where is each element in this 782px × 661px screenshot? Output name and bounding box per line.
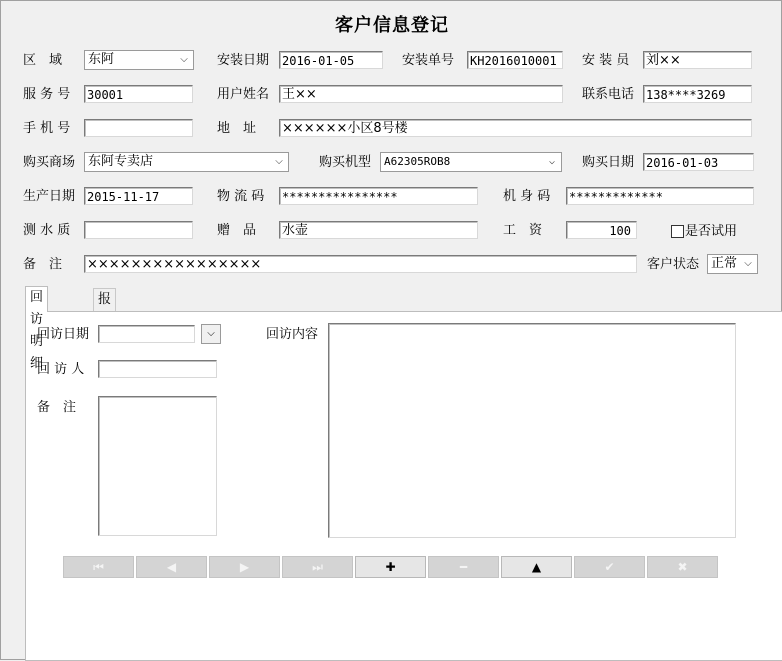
user-name-field[interactable]: 王×× <box>279 85 563 103</box>
model-label: 购买机型 <box>319 155 372 170</box>
next-record-button[interactable] <box>209 556 280 578</box>
visit-content-textarea[interactable] <box>328 323 736 538</box>
last-record-icon: ⏭ <box>312 560 323 574</box>
phone-label: 联系电话 <box>582 87 635 102</box>
service-no-field[interactable]: 30001 <box>84 85 193 103</box>
remark-label: 备 注 <box>23 257 63 272</box>
page-title: 客户信息登记 <box>335 15 449 36</box>
store-label: 购买商场 <box>23 155 76 170</box>
region-label: 区 域 <box>23 53 63 68</box>
last-record-button[interactable] <box>282 556 353 578</box>
first-record-icon: ⏮ <box>93 560 104 574</box>
record-navigator <box>63 556 719 579</box>
status-label: 客户状态 <box>647 257 700 272</box>
post-record-button[interactable] <box>574 556 645 578</box>
visit-content-label: 回访内容 <box>266 327 319 342</box>
insert-record-button[interactable] <box>355 556 426 578</box>
serial-field[interactable]: ************* <box>566 187 754 205</box>
install-no-field[interactable]: KH2016010001 <box>467 51 563 69</box>
x-icon: ✖ <box>677 560 688 574</box>
serial-label: 机 身 码 <box>503 189 551 204</box>
cancel-record-button[interactable] <box>647 556 718 578</box>
store-value: 东阿专卖店 <box>88 154 154 169</box>
edit-record-button[interactable] <box>501 556 572 578</box>
model-value: A62305ROB8 <box>384 155 451 168</box>
gift-field[interactable]: 水壶 <box>279 221 478 239</box>
tab-visit-details[interactable]: 回访明细 <box>25 286 48 312</box>
visit-remark-label: 备 注 <box>37 400 77 415</box>
installer-field[interactable]: 刘×× <box>643 51 752 69</box>
trial-checkbox[interactable] <box>671 225 684 238</box>
prior-record-button[interactable] <box>136 556 207 578</box>
buy-date-label: 购买日期 <box>582 155 635 170</box>
prod-date-label: 生产日期 <box>23 189 76 204</box>
address-label: 地 址 <box>217 121 257 136</box>
service-no-label: 服 务 号 <box>23 87 71 102</box>
model-select[interactable] <box>380 152 562 172</box>
address-field[interactable]: ××××××小区8号楼 <box>279 119 752 137</box>
gift-label: 赠 品 <box>217 223 257 238</box>
logistics-field[interactable]: **************** <box>279 187 478 205</box>
chevron-down-icon[interactable]: ⌵ <box>180 54 188 65</box>
visitor-label: 回 访 人 <box>37 362 85 377</box>
plus-icon: ✚ <box>385 560 396 574</box>
check-icon: ✔ <box>604 560 615 574</box>
first-record-button[interactable] <box>63 556 134 578</box>
next-record-icon: ▶ <box>239 560 250 574</box>
triangle-up-icon: ▲ <box>531 560 542 574</box>
visit-date-label: 回访日期 <box>37 327 90 342</box>
logistics-label: 物 流 码 <box>217 189 265 204</box>
date-dropdown-button[interactable] <box>201 324 221 344</box>
installer-label: 安 装 员 <box>582 53 630 68</box>
install-date-field[interactable]: 2016-01-05 <box>279 51 383 69</box>
salary-field[interactable]: 100 <box>566 221 637 239</box>
trial-label: 是否试用 <box>685 224 738 239</box>
phone-field[interactable]: 138****3269 <box>643 85 752 103</box>
visitor-field[interactable] <box>98 360 217 378</box>
buy-date-field[interactable]: 2016-01-03 <box>643 153 754 171</box>
prod-date-field[interactable]: 2015-11-17 <box>84 187 193 205</box>
salary-label: 工 资 <box>503 223 543 238</box>
tab-repair-details[interactable]: 报 <box>93 288 116 311</box>
status-value: 正常 <box>711 256 738 271</box>
install-no-label: 安装单号 <box>402 53 455 68</box>
mobile-field[interactable] <box>84 119 193 137</box>
status-select[interactable] <box>707 254 758 274</box>
water-field[interactable] <box>84 221 193 239</box>
chevron-down-icon[interactable]: ⌵ <box>744 258 752 269</box>
install-date-label: 安装日期 <box>217 53 270 68</box>
user-name-label: 用户姓名 <box>217 87 270 102</box>
chevron-down-icon: ⌵ <box>207 328 215 339</box>
store-select[interactable] <box>84 152 289 172</box>
region-value: 东阿 <box>88 52 115 67</box>
region-select[interactable] <box>84 50 194 70</box>
remark-field[interactable]: ×××××××××××××××× <box>84 255 637 273</box>
visit-date-field[interactable] <box>98 325 195 343</box>
visit-remark-textarea[interactable] <box>98 396 217 536</box>
water-label: 测 水 质 <box>23 223 71 238</box>
delete-record-button[interactable] <box>428 556 499 578</box>
minus-icon: ━ <box>459 560 468 574</box>
prior-record-icon: ◀ <box>166 560 177 574</box>
chevron-down-icon[interactable]: ⌵ <box>548 156 556 167</box>
chevron-down-icon[interactable]: ⌵ <box>275 156 283 167</box>
mobile-label: 手 机 号 <box>23 121 71 136</box>
